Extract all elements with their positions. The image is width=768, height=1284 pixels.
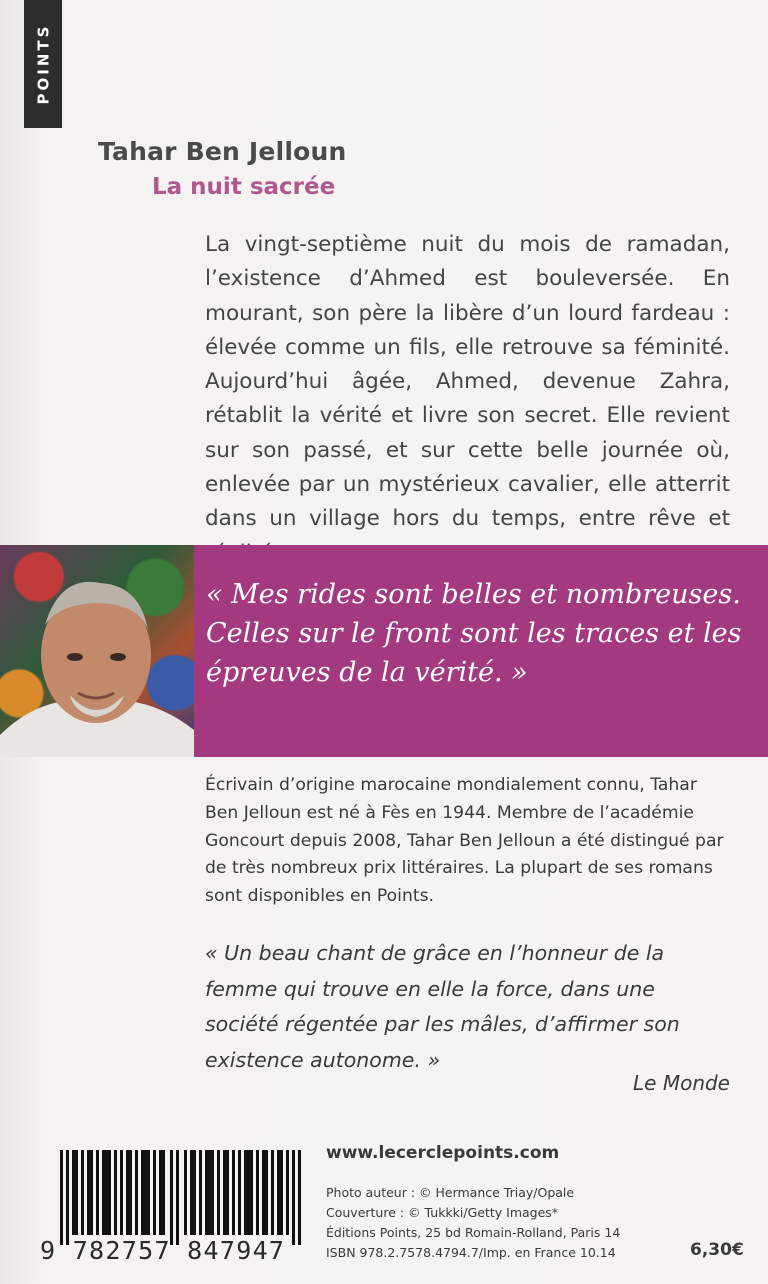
credit-line: Photo auteur : © Hermance Triay/Opale — [326, 1185, 575, 1200]
barcode-digits: 9 782757 847947 — [40, 1236, 286, 1265]
quote-band — [0, 545, 768, 757]
author-photo — [0, 545, 194, 757]
publisher-website: www.lecerclepoints.com — [326, 1143, 560, 1163]
summary-paragraph: La vingt-septième nuit du mois de ramadan, l’existence d’Ahmed est bouleversée. En mourant, son père la libère d’un lourd fardeau : élevée comme un fils, elle retrouve sa féminité. Aujourd’hui âgée, Ahmed, devenue Zahra, rétablit la vérité et livre son secret. Elle revient sur son passé, et sur cette belle journée où, enlevée par un mystérieux cavalier, elle atterrit dans un village hors du temps, entre rêve et — [205, 232, 730, 532]
author-bio: Écrivain d’origine marocaine mondialement connu, Tahar Ben Jelloun est né à Fès en 1944. Membre de l’académie Goncourt depuis 2008, Tahar Ben Jelloun a été distingué par de très nombreux prix littéraires. La plupart de ses romans sont disponibles en Points. — [205, 775, 724, 907]
press-quote: « Un beau chant de grâce en l’honneur de la femme qui trouve en elle la force, dans une société régentée par les mâles, d’affirmer son existence autonome. » — [205, 941, 680, 1072]
barcode — [60, 1150, 308, 1245]
book-title: La nuit sacrée — [152, 174, 336, 200]
press-source: Le Monde — [633, 1071, 730, 1095]
publisher-logo-text: POINTS — [34, 23, 53, 105]
publisher-tab — [24, 0, 62, 128]
credit-line: ISBN 978.2.7578.4794.7/Imp. en France 10.14 — [326, 1245, 616, 1260]
summary-text — [205, 228, 730, 571]
credits-block — [326, 1183, 620, 1263]
price: 6,30€ — [690, 1240, 744, 1260]
author-quote: « Mes rides sont belles et nombreuses. Celles sur le front sont les traces et les épreuves de la vérité. » — [206, 579, 742, 688]
credit-line: Éditions Points, 25 bd Romain-Rolland, Paris 14 — [326, 1225, 621, 1240]
author-portrait-illustration — [0, 545, 194, 757]
credit-line: Couverture : © Tukkki/Getty Images* — [326, 1205, 559, 1220]
author-name: Tahar Ben Jelloun — [98, 137, 347, 166]
